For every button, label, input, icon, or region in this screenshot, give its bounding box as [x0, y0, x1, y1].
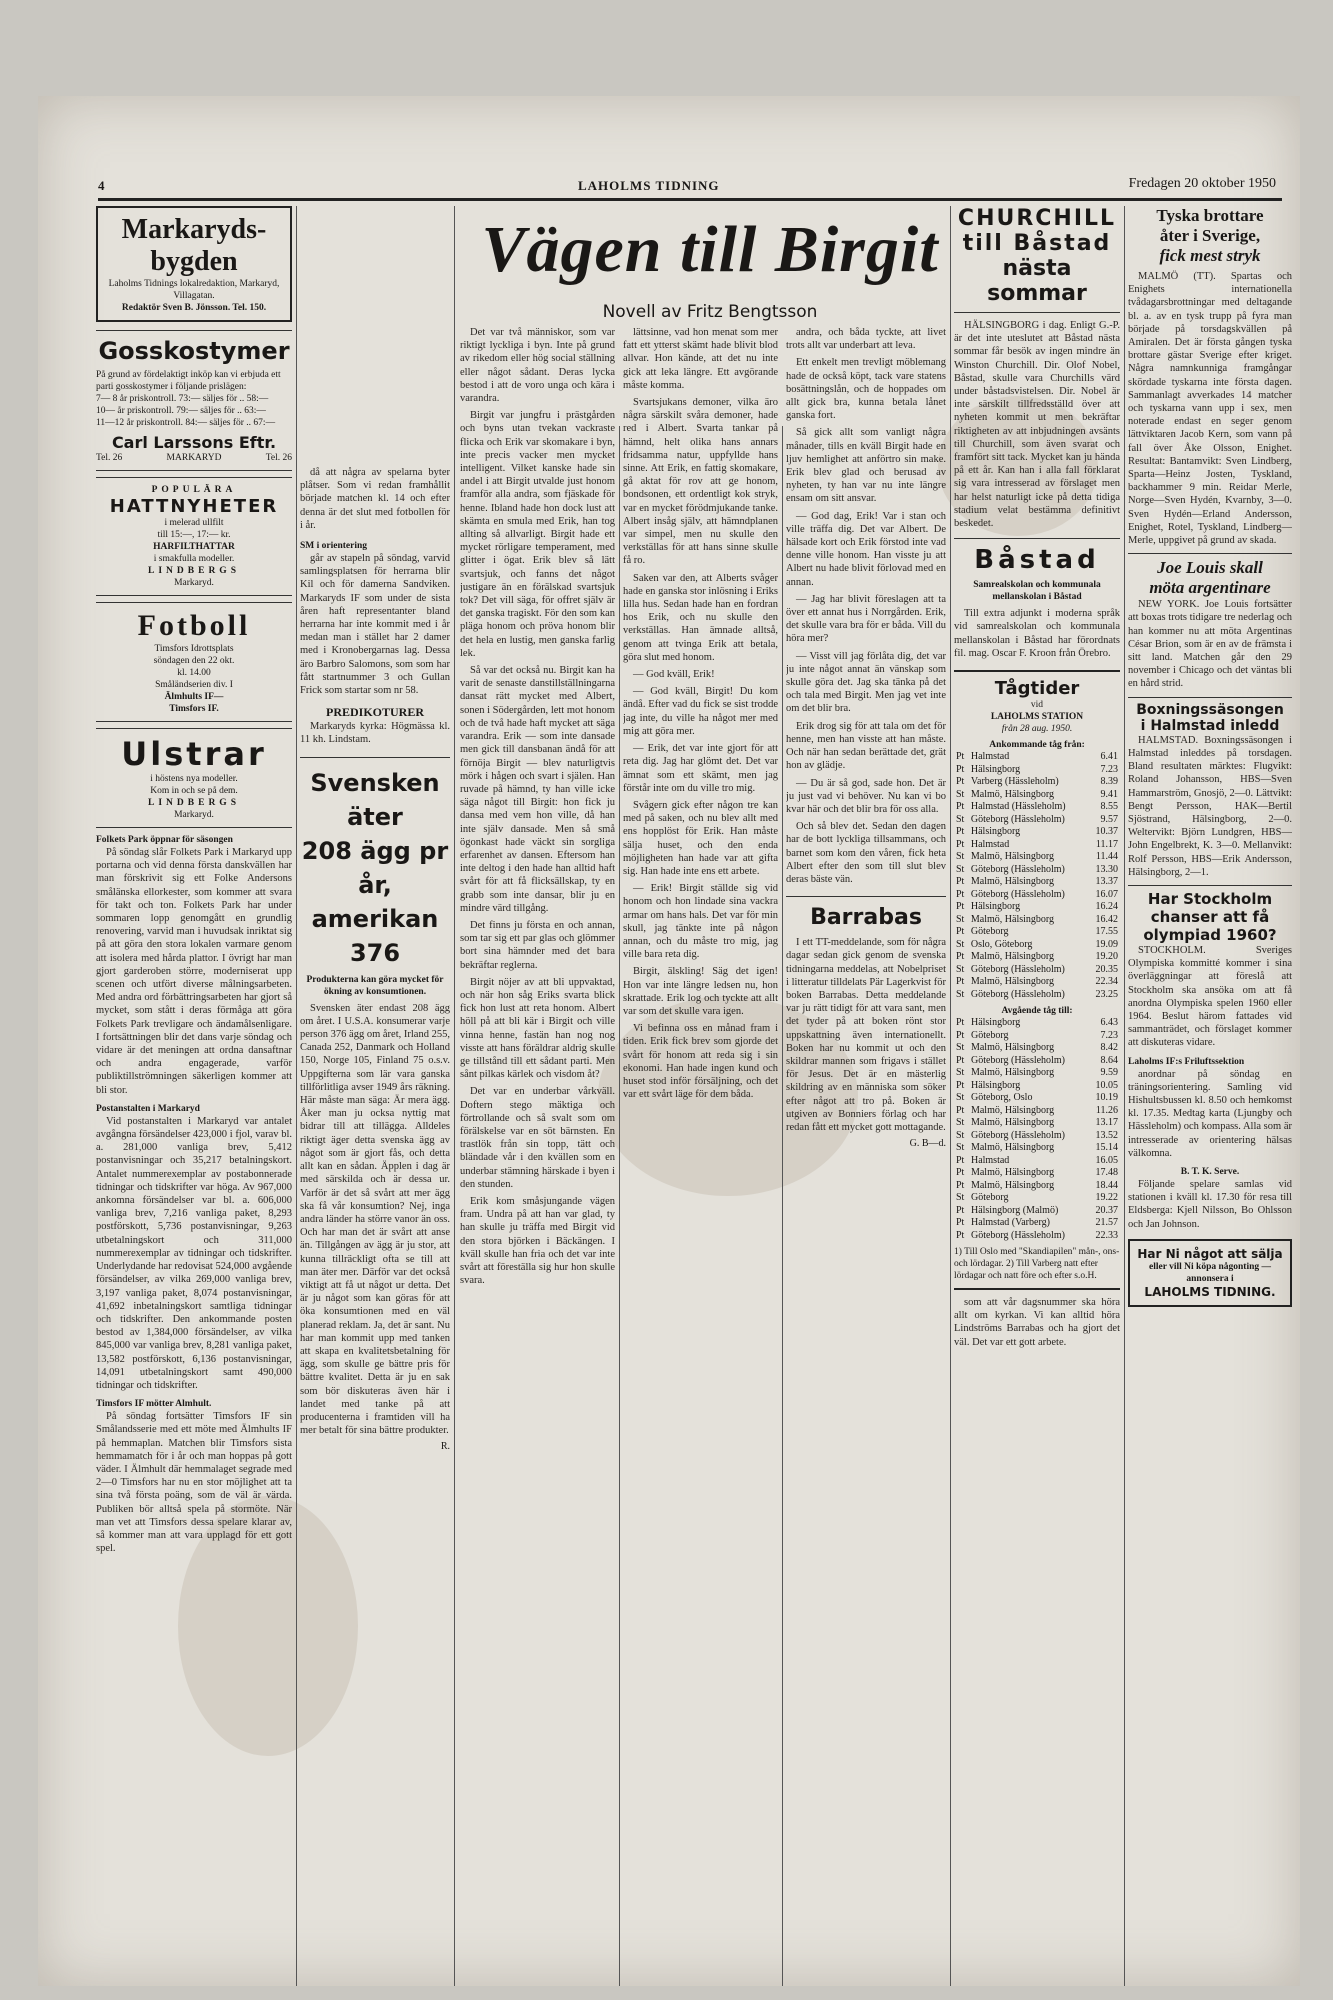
- train-time: 7.23: [1100, 1029, 1118, 1041]
- train-time: 22.33: [1095, 1229, 1118, 1241]
- column-markaryd: [96, 206, 292, 1559]
- train-type: St: [956, 813, 965, 825]
- train-type: St: [956, 788, 965, 800]
- train-route: Malmö, Hälsingborg: [970, 1104, 1055, 1116]
- timetable-row: [954, 1230, 1120, 1243]
- train-time: 6.43: [1100, 1017, 1118, 1029]
- headline-line: möta argentinare: [1149, 578, 1271, 598]
- timetable-note: 1) Till Oslo med "Skandiapilen" mån-, ons- och lördagar. 2) Till Varberg natt efter lördagar och natt före och efter s.o.H.: [954, 1247, 1120, 1282]
- train-route: Göteborg (Hässleholm): [970, 863, 1065, 875]
- timetable-row: [954, 1017, 1120, 1030]
- train-type: Pt: [956, 763, 965, 775]
- train-time: 16.07: [1095, 888, 1118, 900]
- train-type: Pt: [956, 801, 965, 813]
- train-time: 8.64: [1100, 1054, 1118, 1066]
- story-byline: Novell av Fritz Bengtsson: [602, 302, 818, 322]
- train-type: St: [956, 913, 965, 925]
- headline-line: Boxningssäsongen: [1136, 701, 1284, 718]
- train-time: 9.57: [1100, 813, 1118, 825]
- timetable-row: [954, 864, 1120, 877]
- timetable-date: från 28 aug. 1950.: [1001, 724, 1073, 735]
- article-body: MALMÖ (TT). Spartas och Enighets internationella tvådagarsbrottningar med deltagande bl. a. av en tysk trupp på fyra man började på torsdagskvällen på Amiralen. Det är första gången tyska brottare gästar Sverige efter kriget. Några namnkunniga framgångar skördade tyskarna inte första dagen. Sammanlagt avverkades 14 matcher och tyskarna vann upp i sex, men noterade endast en seger genom lättviktaren Jacob Kern, som vann på fall över Åke Olsson, Enighet. Resultat: Bantamvikt: Sven Lindberg, Sparta—Heinz Josten, Tyskland, backhammer 9 min. Reidar Merle, Norge—Sven Hydén, Kvarnby, 3—0. Sven Hydén—Erland Andersson, Enighet, Rotel, Tyskland, Lindberg—Merle, uppgivet på grund av skada.: [1128, 271, 1292, 547]
- article-body: I ett TT-meddelande, som för några dagar sedan gick genom de svenska tidningarna meddelas, att Nobelpriset i litteratur tilldelats Pär Lagerkvist för boken Barrabas. Detta meddelande var ju rätt tidigt för att vara sant, men det tyder på att boken rönt stor uppskattning även internationellt. Boken har nu kommit ut och den skildrar mannen som frigavs i stället för Jesus. Det är en mästerlig skildring av en människa som söker efter något att tro på. Boken är utgiven av Bonniers förlag och har redan fått ett mycket gott mottagande.: [786, 937, 946, 1133]
- headline-line: olympiad 1960?: [1143, 925, 1277, 944]
- article-headline: SM i orientering: [300, 541, 368, 552]
- article-body: går av stapeln på söndag, varvid samlingsplatsen för herrarna blir Kil och för damerna Sandviken. Markaryds IF som under de sista åren haft representanter bland herrarna har inte kommit med i år medan man i stället har 2 damer med i Kronobergarnas lag. Dessa äro Barbro Salomons, som som har fått startnummer 3 och Gullan Frick som startar som nr 58.: [300, 553, 450, 697]
- train-route: Göteborg (Hässleholm): [970, 963, 1065, 975]
- headline-line: åter i Sverige,: [1159, 226, 1261, 245]
- train-route: Göteborg (Hässleholm): [970, 888, 1065, 900]
- article-body: Markaryds kyrka: Högmässa kl. 11 kh. Lindstam.: [300, 721, 450, 746]
- section-masthead: [96, 206, 292, 322]
- train-time: 19.09: [1095, 938, 1118, 950]
- train-route: Halmstad: [970, 1154, 1010, 1166]
- page-number: 4: [98, 178, 105, 193]
- train-type: Pt: [956, 1054, 965, 1066]
- story-title: Vägen till Birgit: [481, 213, 939, 286]
- train-route: Malmö, Hälsingborg: [970, 1167, 1055, 1179]
- section-editor: Redaktör Sven B. Jönsson. Tel. 150.: [121, 303, 267, 313]
- article-body: NEW YORK. Joe Louis fortsätter att boxas trots tidigare tre nederlag och han kommer nu att möta Argentinas César Brion, som är en av de främsta i sitt land. Matchen går den 29 november i Chicago och det väntas bli en hård strid.: [1128, 599, 1292, 690]
- ad-title: Ulstrar: [121, 735, 267, 773]
- ad-town: MARKARYD: [166, 453, 222, 463]
- train-timetable: [954, 670, 1120, 1290]
- story-column-2: [623, 326, 778, 1105]
- article-body: På söndag fortsätter Timsfors IF sin Smålandsserie med ett möte med Älmhults IF på hemmaplan. Matchen blir Timsfors sista hemmamatch för i år och man hoppas på gott väder. I Älmhult där hemmalaget segrade med 2—0 Timsfors har nu en stor möjlighet att ta sina två första poäng, som de väl är värda. Publiken bör alltså spela på stormöte. När man vet att Timsfors dessa spelare klarar av, så kommer man att vara upplagd för ett gott spel.: [96, 1411, 292, 1555]
- train-time: 16.24: [1095, 901, 1118, 913]
- train-type: St: [956, 963, 965, 975]
- ad-line: Kom in och se på dem.: [150, 786, 238, 796]
- section-subtitle: Laholms Tidnings lokalredaktion, Markaryd, Villagatan.: [108, 279, 280, 301]
- headline-line: Joe Louis skall: [1157, 558, 1263, 578]
- ad-shop: LINDBERGS: [148, 798, 240, 808]
- train-type: Pt: [956, 1104, 965, 1116]
- timetable-row: [954, 939, 1120, 952]
- timetable-row: [954, 1155, 1120, 1168]
- train-time: 8.42: [1100, 1042, 1118, 1054]
- ad-kicker: POPULÄRA: [151, 485, 237, 495]
- article-headline: Laholms IF:s Friluftssektion: [1128, 1056, 1245, 1067]
- feature-signature: R.: [440, 1441, 450, 1453]
- ad-line: till 15:—, 17:— kr.: [157, 530, 231, 540]
- timetable-row: [954, 964, 1120, 977]
- barrabas-article: [786, 896, 946, 1149]
- ad-line: eller vill Ni köpa någonting —: [1148, 1261, 1272, 1272]
- headline-line: Har Stockholm: [1147, 889, 1273, 908]
- train-route: Göteborg: [970, 926, 1009, 938]
- train-time: 20.37: [1095, 1204, 1118, 1216]
- article-body: som att vår dagsnummer ska höra allt om kyrkan. Vi kan alltid höra Lindströms Barrabas och ha gjort det väl. Det var ett gott arbete.: [954, 1297, 1120, 1348]
- train-route: Göteborg: [970, 1029, 1009, 1041]
- train-type: Pt: [956, 876, 965, 888]
- ad-ulstrar: [96, 728, 292, 828]
- article-headline: Timsfors IF mötter Almhult.: [96, 1399, 212, 1410]
- feature-body: Svensken äter endast 208 ägg om året. I U.S.A. konsumerar varje person 376 ägg om året, Irland 255, Canada 252, Danmark och Holland 150, Norge 105, Finland 75 o.s.v. Uppgifterna som lär vara ganska tillförlitliga avser 1949 års räkning. Här måste man säga: Är mera ägg. Åker man ju ocksa nyttig mat bidrar till att tillägga. Alldeles riktigt äger detta svenska ägg av något som är gjort fås, och detta allt kan en sådan. Äpplen i dag är med särskilda och är dessa ur. Varför är det så svårt att mer ägg ska få vår konsumtion? Nej, inga andra länder ha större vanor än oss. Och har man det är svårt att anse än. Tillgången av ägg är ju stor, att kunna tillräckligt ofta se till att man äter mer. Därför var det också viktigt att få ut något ur detta. Det är ju något som kan göras för att öka konsumtionen med en väl planerad reklam. Ja, det är sant. Nu har man kommit upp med tanken att skapa en kvalitetsbetalning för ägg, som skulle ge bättre pris för bättre kvalitet. Detta är ju en sak som bör diskuteras även här i landet med tanke på att producenterna i framtiden vill ha mer betalt för sina bättre produkter.: [300, 1002, 450, 1437]
- train-time: 10.37: [1095, 826, 1118, 838]
- headline-line: i Halmstad inledd: [1140, 717, 1280, 734]
- timetable-row: [954, 876, 1120, 889]
- ad-town: Markaryd.: [174, 810, 214, 820]
- article-headline: Båstad: [974, 545, 1100, 576]
- column-2: [300, 466, 450, 1452]
- train-route: Malmö, Hälsingborg: [970, 976, 1055, 988]
- article-headline: Barrabas: [810, 905, 922, 931]
- train-time: 21.57: [1095, 1217, 1118, 1229]
- ad-gosskostymer: [96, 330, 292, 471]
- timetable-row: [954, 1217, 1120, 1230]
- story-column-3: [786, 326, 946, 1149]
- newspaper-page: [38, 96, 1300, 1986]
- train-route: Hälsingborg (Malmö): [970, 1204, 1059, 1216]
- article-headline: PREDIKOTURER: [325, 705, 424, 720]
- train-time: 13.52: [1095, 1129, 1118, 1141]
- train-route: Malmö, Hälsingborg: [970, 876, 1055, 888]
- article-headline: B. T. K. Serve.: [1180, 1166, 1240, 1177]
- ad-price-row: 10— år priskontroll. 79:— säljes för .. 63:—: [96, 406, 266, 416]
- train-route: Halmstad: [970, 838, 1010, 850]
- headline-line: fick mest stryk: [1159, 246, 1261, 265]
- ad-line: söndagen den 22 okt.: [153, 656, 235, 666]
- timetable-row: [954, 1130, 1120, 1143]
- ad-title: Gosskostymer: [98, 337, 290, 365]
- train-route: Göteborg (Hässleholm): [970, 813, 1065, 825]
- timetable-row: [954, 1067, 1120, 1080]
- train-route: Hälsingborg: [970, 763, 1021, 775]
- egg-feature: [300, 757, 450, 1453]
- train-type: Pt: [956, 1154, 965, 1166]
- train-time: 9.41: [1100, 788, 1118, 800]
- timetable-vid: vid: [1030, 700, 1044, 711]
- train-time: 16.05: [1095, 1154, 1118, 1166]
- timetable-row: [954, 976, 1120, 989]
- headline-line: nästa sommar: [987, 256, 1087, 306]
- timetable-row: [954, 826, 1120, 839]
- timetable-row: [954, 1167, 1120, 1180]
- train-type: St: [956, 1142, 965, 1154]
- timetable-departures-head: Avgående tåg till:: [1001, 1006, 1073, 1017]
- train-route: Hälsingborg: [970, 901, 1021, 913]
- timetable-row: [954, 1030, 1120, 1043]
- train-time: 11.17: [1095, 838, 1118, 850]
- train-type: Pt: [956, 1029, 965, 1041]
- train-type: St: [956, 1117, 965, 1129]
- timetable-title: Tågtider: [994, 678, 1080, 700]
- article-headline: Folkets Park öppnar för säsongen: [96, 835, 233, 845]
- train-route: Göteborg (Hässleholm): [970, 1054, 1065, 1066]
- train-type: Pt: [956, 926, 965, 938]
- ad-line: HARFILTHATTAR: [153, 542, 235, 552]
- ad-line: Timsfors IF.: [169, 704, 219, 714]
- train-route: Göteborg (Hässleholm): [970, 1229, 1065, 1241]
- timetable-row: [954, 764, 1120, 777]
- ad-title: HATTNYHETER: [109, 496, 279, 517]
- train-time: 18.44: [1095, 1179, 1118, 1191]
- train-route: Malmö, Hälsingborg: [970, 1067, 1055, 1079]
- timetable-row: [954, 989, 1120, 1002]
- article-body: då att några av spelarna byter plåtser. Som vi redan framhållit började matchen kl. 14 och efter denna är det slut med fotbollen för i år.: [300, 467, 450, 531]
- train-time: 20.35: [1095, 963, 1118, 975]
- ad-shop: LINDBERGS: [148, 566, 240, 576]
- article-body: Följande spelare samlas vid stationen i kväll kl. 17.30 för resa till Eldsberga: Kjell Nilsson, Bo Ohlsson och Jan Johnson.: [1128, 1178, 1292, 1230]
- page-header: [98, 172, 1282, 201]
- train-time: 11.26: [1095, 1104, 1118, 1116]
- ad-line: i smakfulla modeller.: [153, 554, 235, 564]
- article-headline: Postanstalten i Markaryd: [96, 1103, 200, 1114]
- train-type: Pt: [956, 888, 965, 900]
- train-type: St: [956, 1042, 965, 1054]
- timetable-row: [954, 1180, 1120, 1193]
- train-route: Hälsingborg: [970, 1079, 1021, 1091]
- timetable-row: [954, 1055, 1120, 1068]
- ad-price-row: 7— 8 år priskontroll. 73:— säljes för .. 58:—: [96, 394, 269, 404]
- feature-headline: 208 ägg pr år,: [301, 836, 449, 899]
- train-type: Pt: [956, 826, 965, 838]
- arrivals-table: [954, 751, 1120, 1001]
- train-type: Pt: [956, 901, 965, 913]
- train-route: Göteborg (Hässleholm): [970, 1129, 1065, 1141]
- train-route: Malmö, Hälsingborg: [970, 913, 1055, 925]
- timetable-row: [954, 1105, 1120, 1118]
- train-time: 22.34: [1095, 976, 1118, 988]
- ad-shop: Carl Larssons Eftr.: [111, 433, 277, 452]
- train-type: Pt: [956, 1017, 965, 1029]
- story-text: lättsinne, vad hon menat som mer fatt ett ytterst skämt hade blivit blod allvar. Hon kände, att det nu inte gick att leka längre. Ett avgörande måste komma. Svartsjukans demoner, vilka äro några särskilt svåra demoner, hade red i Albert. Svarta tankar på hämnd, helt olika hans annars fridsamma natur, uppfyllde hans sinne. Att Erik, en fattig skomakare, gå aktat för rov att ge honom, bondsonen, ett ordentligt kok stryk, var en mycket förödmjukande tanke. Albert insåg själv, att hämndplanen var simpel, men nu skulle den verkställas för att hans sinne skulle få ro. Saken var den, att Alberts svåger hade en ganska stor inlösning i Eriks lilla hus. Sedan hade han en fordran hos Erik, och nu skulle den verkställas. Han ämnade alltså, genom att tvinga Erik att betala, göra slut med honom. — God kväll, Erik! — God kväll, Birgit! Du kom ändå. Efter vad du fick se sist trodde jag inte, du ville ha något mer med mig att göra mer. — Erik, det var inte gjort för att reta dig. Jag har glömt det. Det var ämnat som ett skämt, men jag förstår inte om du ville tro mig. Svågern gick efter någon tre kan med på saken, och nu blev allt med ens hopplöst för Erik. Han måste sälja huset, och den enda möjligheten han hade var att gifta sig. Han hade inte ens ett arbete. — Erik! Birgit ställde sig vid honom och hon lindade sina vackra armar om hans hals. Det var för min skull, jag tänkte inte på någon annan, och du måste tro mig, jag ville bara reta dig. Birgit, älskling! Säg det igen! Hon var inte längre ledsen nu, hon skrattade. Erik log och tyckte att allt var som det skulle vara igen. Vi befinna oss en månad fram i tiden. Erik fick brev som gjorde det svårt för honom att reda sig i sin ekonomi. Han hade ingen kund och huset stod inför försäljning, och det var ett svårt läge för dem båda.: [623, 327, 778, 1101]
- timetable-row: [954, 1117, 1120, 1130]
- train-type: Pt: [956, 1179, 965, 1191]
- headline-line: Tyska brottare: [1156, 206, 1264, 225]
- house-ad: [1128, 1239, 1292, 1307]
- headline-line: till Båstad: [962, 231, 1112, 256]
- train-type: Pt: [956, 1079, 965, 1091]
- ad-phone: Tel. 26: [265, 453, 292, 463]
- ad-title: Fotboll: [137, 609, 251, 642]
- bastad-article: [954, 538, 1120, 660]
- ad-town: Markaryd.: [174, 578, 214, 588]
- timetable-row: [954, 1205, 1120, 1218]
- train-type: St: [956, 1092, 965, 1104]
- column-sports: [1128, 206, 1292, 1315]
- train-route: Oslo, Göteborg: [970, 938, 1033, 950]
- train-route: Göteborg: [970, 1192, 1009, 1204]
- ad-phone: Tel. 26: [96, 453, 123, 463]
- headline-line: chanser att få: [1150, 907, 1270, 926]
- train-type: Pt: [956, 1204, 965, 1216]
- article-subhead: Samrealskolan och kommunala mellanskolan i Båstad: [973, 580, 1101, 603]
- train-type: St: [956, 851, 965, 863]
- story-text: Det var två människor, som var riktigt lyckliga i byn. Inte på grund av rikedom eller hög social ställning eller något sådant. Deras lycka bestod i att de voro unga och kära i varandra. Birgit var jungfru i prästgården och byns utan tvekan vackraste flicka och Erik var skomakare i byn, inte precis vacker men mycket intelligent. Vilket kanske hade sin andel i att Birgit utvalde just honom framför alla andra, som fjäskade för henne. Ibland hade hon dock lust att skämta en smula med Erik, han tog allting så allvarligt. Birgit hade ett mycket rörligare temperament, med glitter i ögat. Erik blev så lätt svartsjuk, och fanns det något justigare än en förälskad svartsjuk tok? Det vill säga, för offret själv är det ganska tragiskt. För den som kan pläga honom och pröva honom blir det hela en lustig, men ganska farlig lek. Så var det också nu. Birgit kan ha varit de senaste danstillställningarna dansat rätt mycket med Albert, sonen i Södergården, lett mot honom och de två hade haft mycket att säga varandra. Erik — som inte dansade men gick till dansbanan ändå för att förnöja Birgit — blev naturligtvis mörk i hågen och svart i själen. Han ruvade på hämnd, ty han ville icke säga något till Birgit: hon fick ju dansa med vem hon ville, då han inte själv dansade. Men så små ögonkast hade väckt sin sorgliga erfarenhet av dansen. Eftersom han inte deltog i den hade han alltid haft svårt för att få flicksällskap, ty en grabb som inte dansar, blir ju en mindre värd tillgång. Det finns ju första en och annan, som tar sig ett par glas och glömmer bort sina hämnder med det bara bekräftar reglerna. Birgit nöjer av att bli uppvaktad, och när hon såg Eriks svarta blick fick hon lust att reta honom. Albert höll på att bli kär i Birgit och ville vinna henne, fastän han nog nog visste att hans föräldrar aldrig skulle ge tillstånd till ett sådant parti. Men sånt pilkas kärlek och visdom åt? Det var en underbar vårkväll. Doftern stego mäktiga och förtrollande och så svalt som om förälskelse var en söt bärnsten. En trastlök från sin topp, tätt och bländade vår i den kvällen som en underbar stämning härskade i byen i den stunden. Erik kom småsjungande vägen fram. Undra på att han var glad, ty han skulle ju träffa med Birgit vid den stora björken i Bäckängen. I kväll skulle han fria och det var inte svårt att föreställa sig hur hon skulle svara.: [460, 327, 615, 1287]
- timetable-row: [954, 776, 1120, 789]
- train-time: 23.25: [1095, 988, 1118, 1000]
- train-time: 17.48: [1095, 1167, 1118, 1179]
- train-time: 17.55: [1095, 926, 1118, 938]
- paper-name: LAHOLMS TIDNING: [578, 178, 720, 193]
- timetable-row: [954, 914, 1120, 927]
- train-time: 11.44: [1095, 851, 1118, 863]
- train-type: Pt: [956, 751, 965, 763]
- ad-line: kl. 14.00: [177, 668, 211, 678]
- train-type: Pt: [956, 838, 965, 850]
- train-time: 19.22: [1095, 1192, 1118, 1204]
- issue-date: Fredagen 20 oktober 1950: [1128, 176, 1276, 191]
- train-time: 15.14: [1095, 1142, 1118, 1154]
- article-body: På söndag slår Folkets Park i Markaryd upp portarna och vid denna första danskvällen har man förskrivit sig ett Folke Andersons smålänska ellorkester, som kommer att svara för takt och ton. Folkets Park har under sommaren lopp genomgått en grundlig renovering, varvid man i huvudsak inriktat sig på att göra den stora lokalen varmare genom att isolera med hårda plattor. I övrigt har man gjort garderoben större, moderniserat upp scenen och utfört diverse målningsarbeten. Med andra ord förbättringsarbeten har gjort så mycket, som stått i deras förmåga att göra Folkets Park trevligare och ändamålsenligare. I fortsättningen blir det dans varje söndag och vidare är det meningen att ordna dansaftnar och andra engagerade, varför publiktillströmningen säkerligen kommer att bli stor.: [96, 847, 292, 1096]
- train-time: 8.39: [1100, 776, 1118, 788]
- ad-line: Har Ni något att sälja: [1137, 1246, 1283, 1261]
- ad-line: Älmhults IF—: [164, 692, 224, 702]
- train-type: St: [956, 863, 965, 875]
- ad-line: annonsera i: [1186, 1273, 1234, 1284]
- train-route: Halmstad (Hässleholm): [970, 801, 1066, 813]
- column-6: [954, 206, 1120, 1353]
- timetable-row: [954, 951, 1120, 964]
- train-time: 9.59: [1100, 1067, 1118, 1079]
- departures-table: [954, 1017, 1120, 1242]
- headline-line: CHURCHILL: [957, 206, 1117, 231]
- feature-headline: amerikan 376: [311, 904, 439, 967]
- train-route: Göteborg (Hässleholm): [970, 988, 1065, 1000]
- train-type: Pt: [956, 776, 965, 788]
- article-body: HÄLSINGBORG i dag. Enligt G.-P. är det inte uteslutet att Båstad nästa sommar får besök av ingen mindre än Winston Churchill. Dir. Olof Nobel, Båstad, skulle vara Churchills värd under båstadsvistelsen. Dir. Nobel är inte särskilt tillfredsställd över att nyheten kommit ut men bekräftar riktigheten av att inbjudningen avsänts till Churchill, som även svarat och framfört sitt tack. Mycket kan ju hända på ett år. Kan han i alla fall förklarat sig vara intresserad av förslaget men har helst naturligt icke på detta tidiga stadium velat bestämma definitivt beskedet.: [954, 320, 1120, 530]
- train-type: St: [956, 938, 965, 950]
- ad-line: Timsfors Idrottsplats: [154, 644, 234, 654]
- ad-price-row: 11—12 år priskontroll. 84:— säljes för .. 67:—: [96, 418, 276, 428]
- train-type: Pt: [956, 951, 965, 963]
- ad-line: i höstens nya modeller.: [150, 774, 238, 784]
- timetable-row: [954, 1042, 1120, 1055]
- train-time: 6.41: [1100, 751, 1118, 763]
- train-route: Malmö, Hälsingborg: [970, 1179, 1055, 1191]
- article-signature: G. B—d.: [909, 1138, 946, 1150]
- train-route: Malmö, Hälsingborg: [970, 1142, 1055, 1154]
- timetable-row: [954, 851, 1120, 864]
- train-type: Pt: [956, 1229, 965, 1241]
- train-route: Hälsingborg: [970, 826, 1021, 838]
- ad-line: LAHOLMS TIDNING.: [1144, 1284, 1276, 1299]
- train-route: Malmö, Hälsingborg: [970, 1117, 1055, 1129]
- ad-hattnyheter: [96, 477, 292, 596]
- train-type: Pt: [956, 1217, 965, 1229]
- train-route: Malmö, Hälsingborg: [970, 851, 1055, 863]
- train-route: Malmö, Hälsingborg: [970, 951, 1055, 963]
- ad-intro: På grund av fördelaktigt inköp kan vi erbjuda ett parti gosskostymer i följande prislägen:: [96, 370, 281, 392]
- train-route: Malmö, Hälsingborg: [970, 1042, 1055, 1054]
- train-type: Pt: [956, 1167, 965, 1179]
- train-route: Halmstad: [970, 751, 1010, 763]
- ad-line: Småländserien div. I: [155, 680, 233, 690]
- article-body: Vid postanstalten i Markaryd var antalet avgångna försändelser 423,000 i fjol, varav bl. a. 281,000 vanliga brev, 5,412 postanvisningar och 35,217 betalningskort. Antalet nummerexemplar av postabonnerade tidningar och tidskrifter var höga. Av 967,000 ankomna försändelser var bl. a. 606,000 vanliga brev, 7,216 vanliga paket, 8,293 postförskott, 5,736 postanvisningar, 9,263 utbetalningskort och 311,000 nummerexemplar av tidningar och tidskrifter. Underlydande har redovisat 524,000 avgående försändelser, av vilka 269,000 vanliga brev, 3,197 vanliga paket, 8,074 postanvisningar, 41,692 inbetalningskort samtliga tidningar och tidskrifter. Den ankommande posten bestod av 1,384,000 försändelser, av vilka 845,000 var vanliga brev, 8,281 vanliga paket, 13,582 postförskott, 6,136 postanvisningar, 14,091 utbetalningskort samt 490,000 tidningar och tidskrifter.: [96, 1115, 292, 1391]
- train-type: St: [956, 1192, 965, 1204]
- timetable-row: [954, 814, 1120, 827]
- ad-line: i melerad ullfilt: [164, 518, 224, 528]
- article-body: STOCKHOLM. Sveriges Olympiska kommitté kommer i sina överläggningar att föreslå att Stockholm ska ansöka om att få anordna Olympiska spelen 1960 eller 1964. Beslut härom fattades vid sammanträdet, och förslaget kommer att diskuteras vidare.: [1128, 944, 1292, 1049]
- feature-headline: Svensken äter: [310, 768, 440, 831]
- timetable-row: [954, 889, 1120, 902]
- timetable-row: [954, 901, 1120, 914]
- train-type: St: [956, 1129, 965, 1141]
- article-body: anordnar på söndag en träningsorientering. Samling vid Hishultsbussen kl. 8.50 och hemkomst kl. 17.35. Medtag karta (Ljungby och Hässleholm) och kompass. Alla som är intresserade av orientering hälsas välkomna.: [1128, 1068, 1292, 1159]
- train-route: Halmstad (Varberg): [970, 1217, 1050, 1229]
- train-time: 7.23: [1100, 763, 1118, 775]
- timetable-row: [954, 789, 1120, 802]
- timetable-row: [954, 1080, 1120, 1093]
- train-type: St: [956, 1067, 965, 1079]
- timetable-row: [954, 839, 1120, 852]
- timetable-row: [954, 1092, 1120, 1105]
- churchill-headline: [954, 206, 1120, 313]
- timetable-row: [954, 1142, 1120, 1155]
- timetable-row: [954, 1192, 1120, 1205]
- train-route: Varberg (Hässleholm): [970, 776, 1059, 788]
- story-text: andra, och båda tyckte, att livet trots allt var underbart att leva. Ett enkelt men trevligt möblemang hade de också köpt, tack vare statens bosättningslån, och de hoppades om allt gick bra, kunna betala lånet ganska fort. Så gick allt som vanligt några månader, tills en kväll Birgit hade en ljuv hemlighet att anförtro sin make. Erik blev glad och berusad av nyheten, ty han var nu inte längre ensam om sitt ansvar. — God dag, Erik! Var i stan och ville träffa dig. Det var Albert. De hälsade kort och Erik förstod inte vad denne ville honom. Han visste ju att Albert nu hade blivit förlovad med en annan. — Jag har blivit föreslagen att ta över ett annat hus i Norrgården. Erik, det skulle vara bra för er båda. Vill du höra mer? — Visst vill jag förlåta dig, det var ju inte något annat än vänskap som skulle göra det. Jag ska tänka på det och tala med Birgit. Men jag vet inte om det blir bra. Erik drog sig för att tala om det för henne, men han visste att han måste. Och när han sedan berättade det, grät hon av glädje. — Du är så god, sade hon. Det är ju just vad vi behöver. Nu kan vi bo kvar här och det blir bra för oss alla. Och så blev det. Sedan den dagen har de bott lyckliga tillsammans, och barnet som kom den våren, fick heta Albert efter den som till slut blev deras bäste vän.: [786, 327, 946, 885]
- train-route: Göteborg, Oslo: [970, 1092, 1033, 1104]
- train-time: 16.42: [1095, 913, 1118, 925]
- timetable-row: [954, 751, 1120, 764]
- timetable-row: [954, 926, 1120, 939]
- timetable-station: LAHOLMS STATION: [990, 712, 1084, 723]
- article-body: Till extra adjunkt i moderna språk vid samrealskolan och kommunala mellanskolan i Båstad har förordnats fil. mag. Oscar F. Kroon från Örebro.: [954, 608, 1120, 659]
- train-time: 13.17: [1095, 1117, 1118, 1129]
- train-time: 10.19: [1095, 1092, 1118, 1104]
- feature-subhead: Produkterna kan göra mycket för ökning av konsumtionen.: [306, 974, 444, 997]
- train-type: St: [956, 988, 965, 1000]
- train-time: 13.37: [1095, 876, 1118, 888]
- story-column-1: [460, 326, 615, 1291]
- timetable-row: [954, 801, 1120, 814]
- timetable-arrivals-head: Ankommande tåg från:: [989, 740, 1085, 751]
- section-title: Markaryds-bygden: [121, 214, 267, 277]
- train-time: 19.20: [1095, 951, 1118, 963]
- train-time: 8.55: [1100, 801, 1118, 813]
- train-time: 13.30: [1095, 863, 1118, 875]
- train-time: 10.05: [1095, 1079, 1118, 1091]
- train-type: Pt: [956, 976, 965, 988]
- train-route: Malmö, Hälsingborg: [970, 788, 1055, 800]
- ad-fotboll: [96, 602, 292, 722]
- article-body: HALMSTAD. Boxningssäsongen i Halmstad inleddes på torsdagen. Bland resultaten märktes: Flugvikt: Roland Johansson, HBS—Sven Hammarström, Gnosjö, 2—0. Lättvikt: Bengt Persson, HAK—Bertil Sjöstrand, Hälsingborg, 2—0. Weltervikt: Björn Lundgren, HBS—John Engelbrekt, K. 3—0. Mellanvikt: Rolf Persson, HBS—Erik Andersson, Hälsingborg, 2—1.: [1128, 734, 1292, 878]
- train-route: Hälsingborg: [970, 1017, 1021, 1029]
